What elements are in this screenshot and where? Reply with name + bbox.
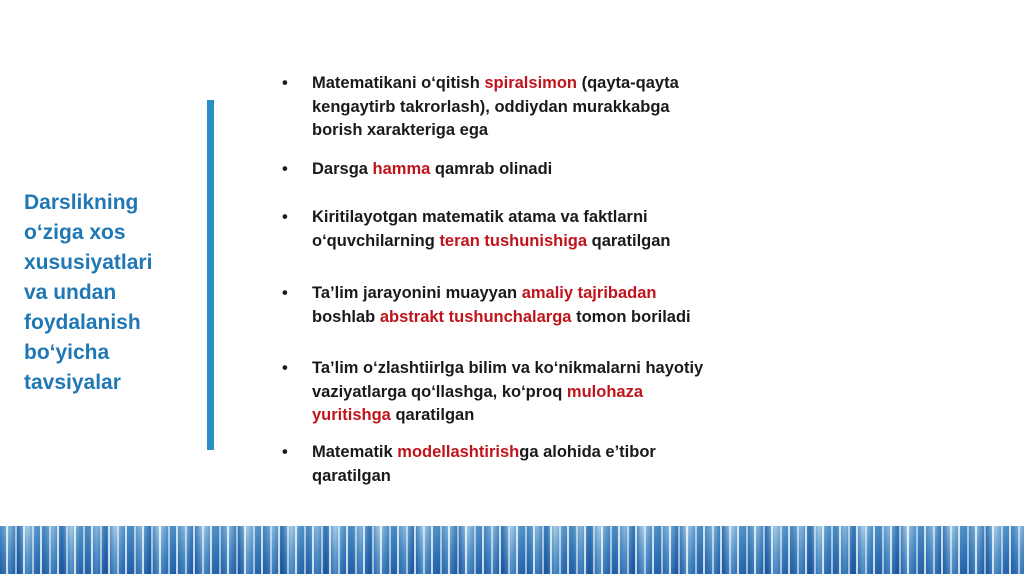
bullet-text	[312, 357, 802, 428]
bullet-marker: •	[282, 443, 288, 461]
bullet-item	[282, 158, 802, 182]
bullet-item	[282, 72, 802, 143]
bullet-line	[312, 230, 802, 254]
bullet-line	[312, 72, 802, 96]
highlighted-term: mulohaza	[566, 382, 644, 401]
text-segment: qaratilgan	[587, 231, 671, 250]
text-segment: borish xarakteriga ega	[312, 121, 489, 139]
bullet-line	[312, 306, 802, 330]
bullet-line	[312, 465, 802, 489]
text-segment: ga alohida e’tibor	[519, 443, 656, 461]
side-title-line: Darslikning	[24, 191, 139, 214]
bullet-line	[312, 119, 802, 143]
highlighted-term: abstrakt tushunchalarga	[379, 307, 572, 326]
bullet-text	[312, 282, 802, 329]
side-title-line: tavsiyalar	[24, 371, 121, 394]
text-segment: o‘quvchilarning	[312, 231, 440, 250]
bullet-marker: •	[282, 160, 288, 178]
text-segment: boshlab	[312, 307, 380, 326]
text-segment: kengaytirb takrorlash), oddiydan murakkabga	[312, 97, 670, 116]
bullet-line	[312, 206, 802, 230]
bullet-marker: •	[282, 208, 288, 226]
bullet-marker: •	[282, 359, 288, 377]
bullet-line	[312, 441, 802, 465]
text-segment: tomon boriladi	[571, 307, 691, 326]
bullet-text	[312, 158, 802, 182]
highlighted-term: teran tushunishiga	[439, 231, 588, 250]
vertical-divider	[207, 100, 214, 450]
bullet-text	[312, 72, 802, 143]
side-title-line: bo‘yicha	[24, 341, 110, 364]
bullet-line	[312, 282, 802, 306]
side-title-line: foydalanish	[24, 311, 141, 334]
text-segment: Darsga	[312, 160, 373, 178]
bullet-marker: •	[282, 74, 288, 92]
text-segment: (qayta-qayta	[577, 74, 679, 92]
side-title-line: o‘ziga xos	[24, 221, 126, 244]
bullet-item	[282, 441, 802, 488]
text-segment: Ta’lim o‘zlashtiirlga bilim va ko‘nikmalarni hayotiy	[312, 359, 704, 377]
decorative-footer-pattern	[0, 526, 1024, 574]
bullet-marker: •	[282, 284, 288, 302]
side-title-line: va undan	[24, 281, 117, 304]
side-title	[24, 188, 199, 398]
bullet-line	[312, 357, 802, 381]
highlighted-term: spiralsimon	[484, 74, 577, 92]
text-segment: Kiritilayotgan matematik atama va faktlarni	[312, 208, 648, 226]
bullet-line	[312, 96, 802, 120]
highlighted-term: amaliy tajribadan	[521, 284, 657, 302]
bullet-line	[312, 381, 802, 405]
text-segment: Matematikani o‘qitish	[312, 74, 485, 92]
bullet-item	[282, 206, 802, 253]
highlighted-term: hamma	[372, 160, 431, 178]
text-segment: qamrab olinadi	[430, 160, 553, 178]
bullet-item	[282, 282, 802, 329]
side-title-line: xususiyatlari	[24, 251, 153, 274]
bullet-item	[282, 357, 802, 428]
text-segment: qaratilgan	[312, 466, 391, 485]
bullet-text	[312, 441, 802, 488]
text-segment: Ta’lim jarayonini muayyan	[312, 284, 522, 302]
highlighted-term: yuritishga	[312, 406, 391, 424]
text-segment: vaziyatlarga qo‘llashga, ko‘proq	[312, 382, 567, 401]
highlighted-term: modellashtirish	[397, 443, 520, 461]
bullet-text	[312, 206, 802, 253]
text-segment: Matematik	[312, 443, 398, 461]
bullet-line	[312, 158, 802, 182]
text-segment: qaratilgan	[390, 406, 475, 424]
bullet-line	[312, 404, 802, 428]
